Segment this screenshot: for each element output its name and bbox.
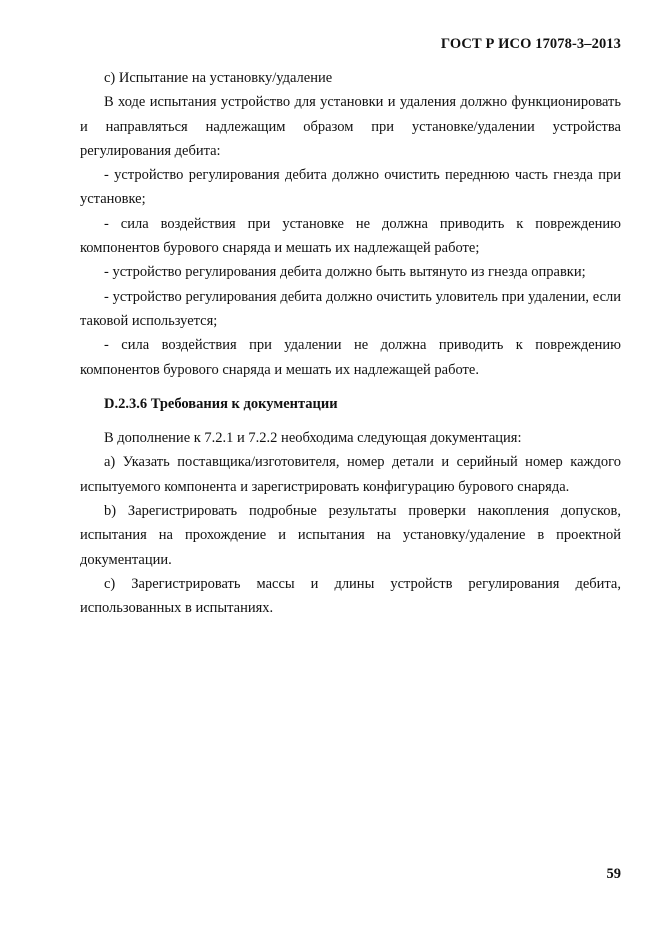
list-item-heading: с) Испытание на установку/удаление — [104, 70, 333, 86]
page-body — [80, 66, 621, 621]
list-item: - устройство регулирования дебита должно очистить уловитель при удалении, если таковой используется; — [80, 288, 621, 329]
list-item: - устройство регулирования дебита должно очистить переднюю часть гнезда при установке; — [80, 167, 621, 208]
list-item: а) Указать поставщика/изготовителя, номер детали и серийный номер каждого испытуемого компонента и зарегистрировать конфигурацию бурового снаряда. — [80, 454, 621, 495]
list-item: - устройство регулирования дебита должно быть вытянуто из гнезда оправки; — [104, 264, 586, 281]
list-item: - сила воздействия при удалении не должна приводить к повреждению компонентов бурового снаряда и мешать их надлежащей работе. — [80, 337, 621, 378]
paragraph: В дополнение к 7.2.1 и 7.2.2 необходима следующая документация: — [104, 430, 522, 447]
page-number: 59 — [606, 866, 621, 882]
document-header: ГОСТ Р ИСО 17078-3–2013 — [440, 36, 621, 52]
list-item: - сила воздействия при установке не должна приводить к повреждению компонентов бурового снаряда и мешать их надлежащей работе; — [80, 215, 621, 257]
list-item: b) Зарегистрировать подробные результаты проверки накопления допусков, испытания на прохождение и испытания на установку/удаление в проектной документации. — [80, 503, 621, 568]
paragraph: В ходе испытания устройство для установки и удаления должно функционировать и направляться надлежащим образом при установке/удалении устройства регулирования дебита: — [80, 94, 621, 159]
section-heading: D.2.3.6 Требования к документации — [104, 395, 338, 412]
list-item: с) Зарегистрировать массы и длины устройств регулирования дебита, использованных в испытаниях. — [80, 575, 621, 617]
